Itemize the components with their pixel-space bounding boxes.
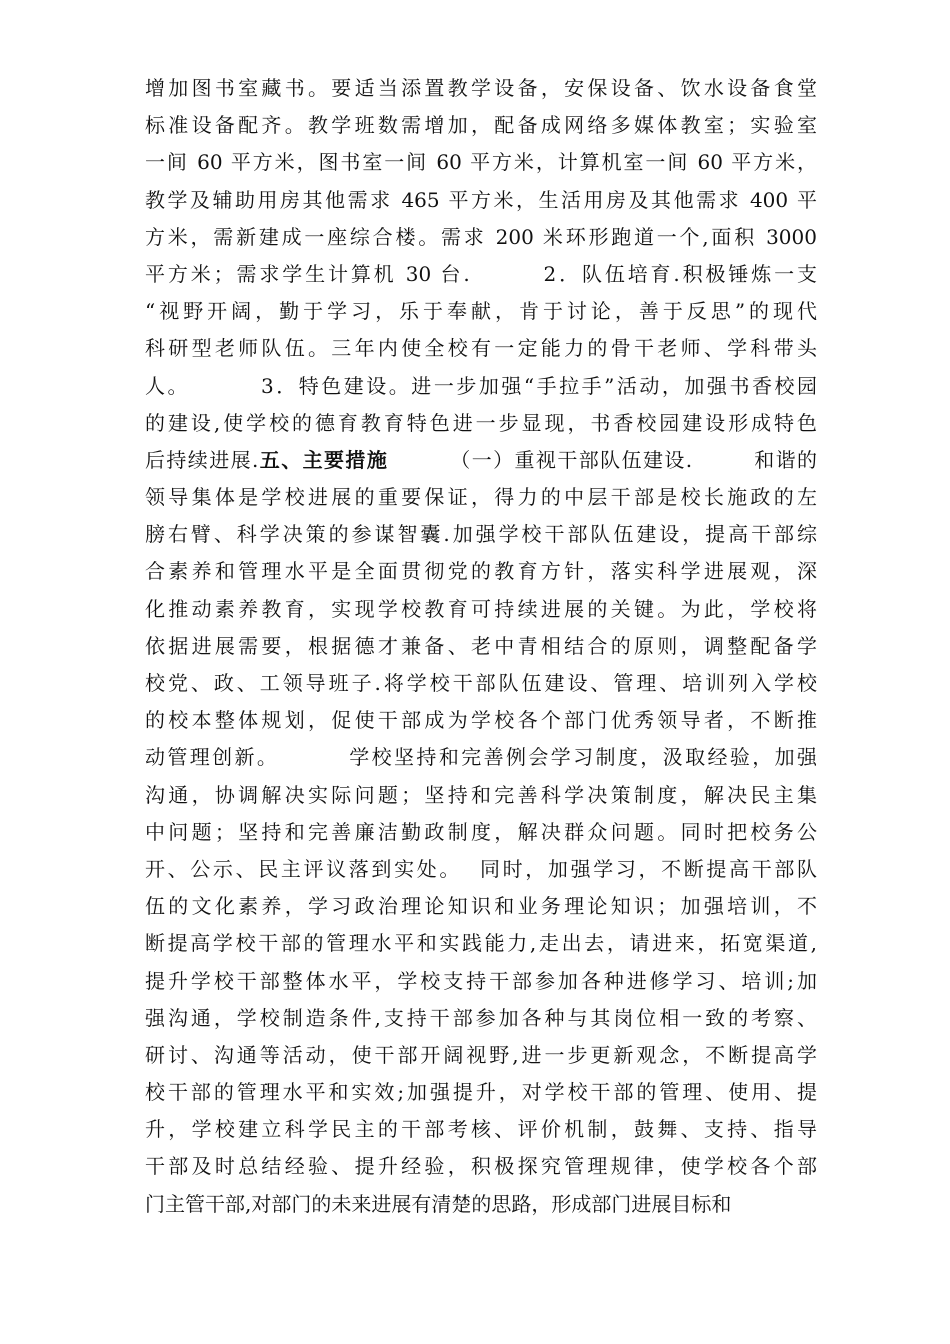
text-line-8: 科研型老师队伍。三年内使全校有一定能力的骨干老师、学科带头 [145,336,817,361]
text-line-13: 膀右臂、科学决策的参谋智囊.加强学校干部队伍建设，提高干部综 [145,522,817,547]
text-line-30: 干部及时总结经验、提升经验，积极探究管理规律，使学校各个部 [145,1154,817,1179]
text-line-12: 领导集体是学校进展的重要保证，得力的中层干部是校长施政的左 [145,485,817,510]
text-line-2: 标准设备配齐。教学班数需增加，配备成网络多媒体教室；实验室 [145,113,817,138]
text-line-17: 校党、政、工领导班子.将学校干部队伍建设、管理、培训列入学校 [145,671,817,695]
text-line-18: 的校本整体规划，促使干部成为学校各个部门优秀领导者，不断推 [145,708,817,733]
text-line-26: 强沟通，学校制造条件,支持干部参加各种与其岗位相一致的考察、 [145,1005,817,1030]
text-line-14: 合素养和管理水平是全面贯彻党的教育方针，落实科学进展观，深 [145,559,817,584]
text-line-21: 中问题；坚持和完善廉洁勤政制度，解决群众问题。同时把校务公 [145,819,817,844]
text-line-1: 增加图书室藏书。要适当添置教学设备，安保设备、饮水设备食堂 [145,76,817,100]
text-line-9: 人。 3．特色建设。进一步加强“手拉手”活动，加强书香校园 [145,373,817,398]
line11-before: 后持续进展. [145,447,259,472]
text-line-6: 平方米；需求学生计算机 30 台. 2．队伍培育.积极锤炼一支 [145,261,817,286]
text-line-31: 门主管干部,对部门的未来进展有清楚的思路，形成部门进展目标和 [145,1191,732,1216]
text-line-3: 一间 60 平方米，图书室一间 60 平方米，计算机室一间 60 平方米， [145,150,817,175]
text-line-10: 的建设,使学校的德育教育特色进一步显现，书香校园建设形成特色 [145,410,817,435]
text-line-23: 伍的文化素养，学习政治理论知识和业务理论知识；加强培训，不 [145,894,817,919]
text-line-15: 化推动素养教育，实现学校教育可持续进展的关键。为此，学校将 [145,596,817,621]
text-line-5: 方米，需新建成一座综合楼。需求 200 米环形跑道一个,面积 3000 [145,224,817,249]
text-line-29: 升，学校建立科学民主的干部考核、评价机制，鼓舞、支持、指导 [145,1117,817,1142]
text-line-25: 提升学校干部整体水平，学校支持干部参加各种进修学习、培训;加 [145,968,817,993]
text-line-19: 动管理创新。 学校坚持和完善例会学习制度，汲取经验，加强 [145,745,817,770]
text-line-22: 开、公示、民主评议落到实处。 同时，加强学习，不断提高干部队 [145,856,817,881]
text-line-11 [145,442,817,479]
text-line-20: 沟通，协调解决实际问题；坚持和完善科学决策制度，解决民主集 [145,782,817,807]
line11-after: （一）重视干部队伍建设. 和谐的 [388,447,817,472]
text-line-27: 研讨、沟通等活动，使干部开阔视野,进一步更新观念，不断提高学 [145,1042,817,1067]
body-text [145,70,817,1223]
text-line-24: 断提高学校干部的管理水平和实践能力,走出去，请进来，拓宽渠道, [145,931,817,956]
section-heading-main-measures: 五、主要措施 [258,447,389,472]
text-line-4: 教学及辅助用房其他需求 465 平方米，生活用房及其他需求 400 平 [145,187,817,212]
text-line-16: 依据进展需要，根据德才兼备、老中青相结合的原则，调整配备学 [145,633,817,658]
text-line-7: “视野开阔，勤于学习，乐于奉献，肯于讨论，善于反思”的现代 [145,299,817,324]
text-line-28: 校干部的管理水平和实效;加强提升，对学校干部的管理、使用、提 [145,1080,817,1105]
